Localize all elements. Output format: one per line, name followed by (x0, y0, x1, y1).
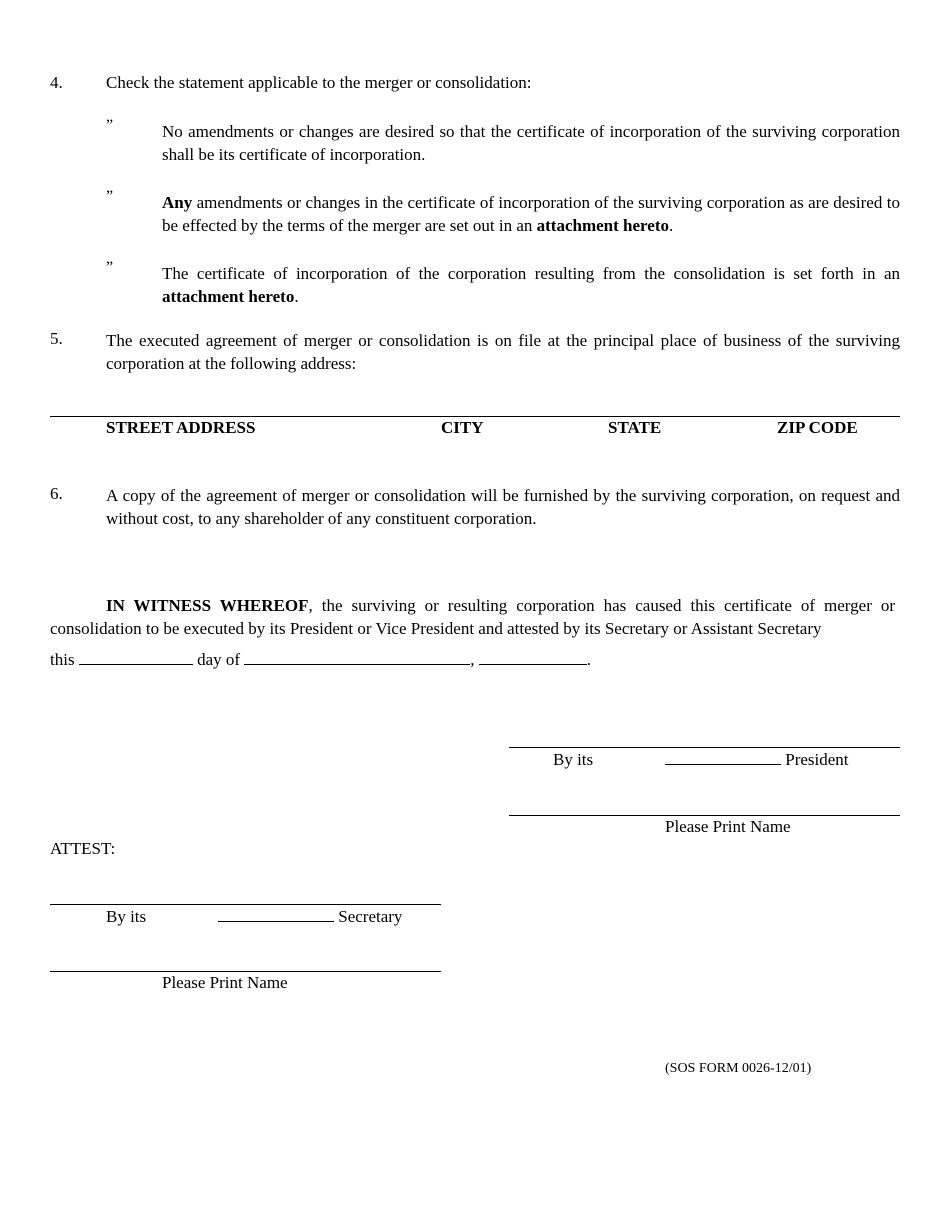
date-day-field[interactable] (79, 650, 193, 665)
president-print-name-line[interactable] (509, 815, 900, 816)
president-signature-line[interactable] (509, 747, 900, 748)
option-1-checkbox[interactable]: ” (106, 117, 114, 134)
attest-label: ATTEST: (50, 839, 116, 858)
item-6-text: A copy of the agreement of merger or consolidation will be furnished by the surviving corporation, on request and without cost, to any shareholder of any constituent corporation. (106, 486, 900, 528)
street-address-label: STREET ADDRESS (106, 418, 256, 437)
secretary-title-label: Secretary (338, 907, 403, 926)
option-2-checkbox[interactable]: ” (106, 188, 114, 205)
zip-code-label: ZIP CODE (777, 418, 858, 437)
option-2-body: amendments or changes in the certificate of incorporation of the surviving corporation as are desired to be effected by the terms of the merger are set out in an (162, 193, 900, 235)
date-day-of-label: day of (197, 650, 241, 669)
option-1-text: No amendments or changes are desired so that the certificate of incorporation of the surviving corporation shall be its certificate of incorporation. (162, 122, 900, 164)
option-3-period: . (294, 287, 299, 306)
state-label: STATE (608, 418, 662, 437)
option-2-attachment: attachment hereto (536, 216, 669, 235)
secretary-title-field[interactable] (218, 907, 334, 922)
witness-body: , the surviving or resulting corporation has caused this certificate of merger or consolidation to be executed by its President or Vice President and attested by its Secretary or Assistant Secretary (50, 596, 896, 638)
item-4-number: 4. (50, 73, 63, 92)
secretary-print-name-line[interactable] (50, 971, 441, 972)
option-2-period: . (668, 216, 674, 235)
witness-paragraph (50, 594, 895, 640)
secretary-signature-line[interactable] (50, 904, 441, 905)
date-period: . (586, 650, 592, 669)
secretary-by-its-label: By its (106, 907, 147, 926)
president-title-label: President (785, 750, 849, 769)
date-month-field[interactable] (244, 650, 470, 665)
secretary-title-row (218, 907, 402, 927)
option-3-body: The certificate of incorporation of the corporation resulting from the consolidation is set forth in an (162, 264, 900, 283)
option-2-text (162, 191, 900, 237)
witness-bold: IN WITNESS WHEREOF (106, 596, 309, 615)
city-label: CITY (441, 418, 484, 437)
date-year-field[interactable] (479, 650, 587, 665)
address-input-line[interactable] (50, 416, 900, 417)
secretary-print-name-label: Please Print Name (162, 973, 288, 992)
president-title-row (665, 750, 849, 770)
president-print-name-label: Please Print Name (665, 817, 791, 836)
item-5-number: 5. (50, 329, 63, 348)
option-3-text (162, 262, 900, 308)
item-5-text: The executed agreement of merger or consolidation is on file at the principal place of business of the surviving corporation at the following address: (106, 331, 900, 373)
option-3-attachment: attachment hereto (162, 287, 295, 306)
date-this-label: this (50, 650, 75, 669)
option-3-checkbox[interactable]: ” (106, 259, 114, 276)
item-4-instruction: Check the statement applicable to the merger or consolidation: (106, 73, 532, 92)
date-comma: , (470, 650, 475, 669)
date-line (50, 650, 591, 670)
form-id: (SOS FORM 0026-12/01) (665, 1061, 812, 1076)
president-by-its-label: By its (553, 750, 594, 769)
option-2-bold-any: Any (162, 193, 193, 212)
president-title-field[interactable] (665, 750, 781, 765)
item-6-number: 6. (50, 484, 63, 503)
